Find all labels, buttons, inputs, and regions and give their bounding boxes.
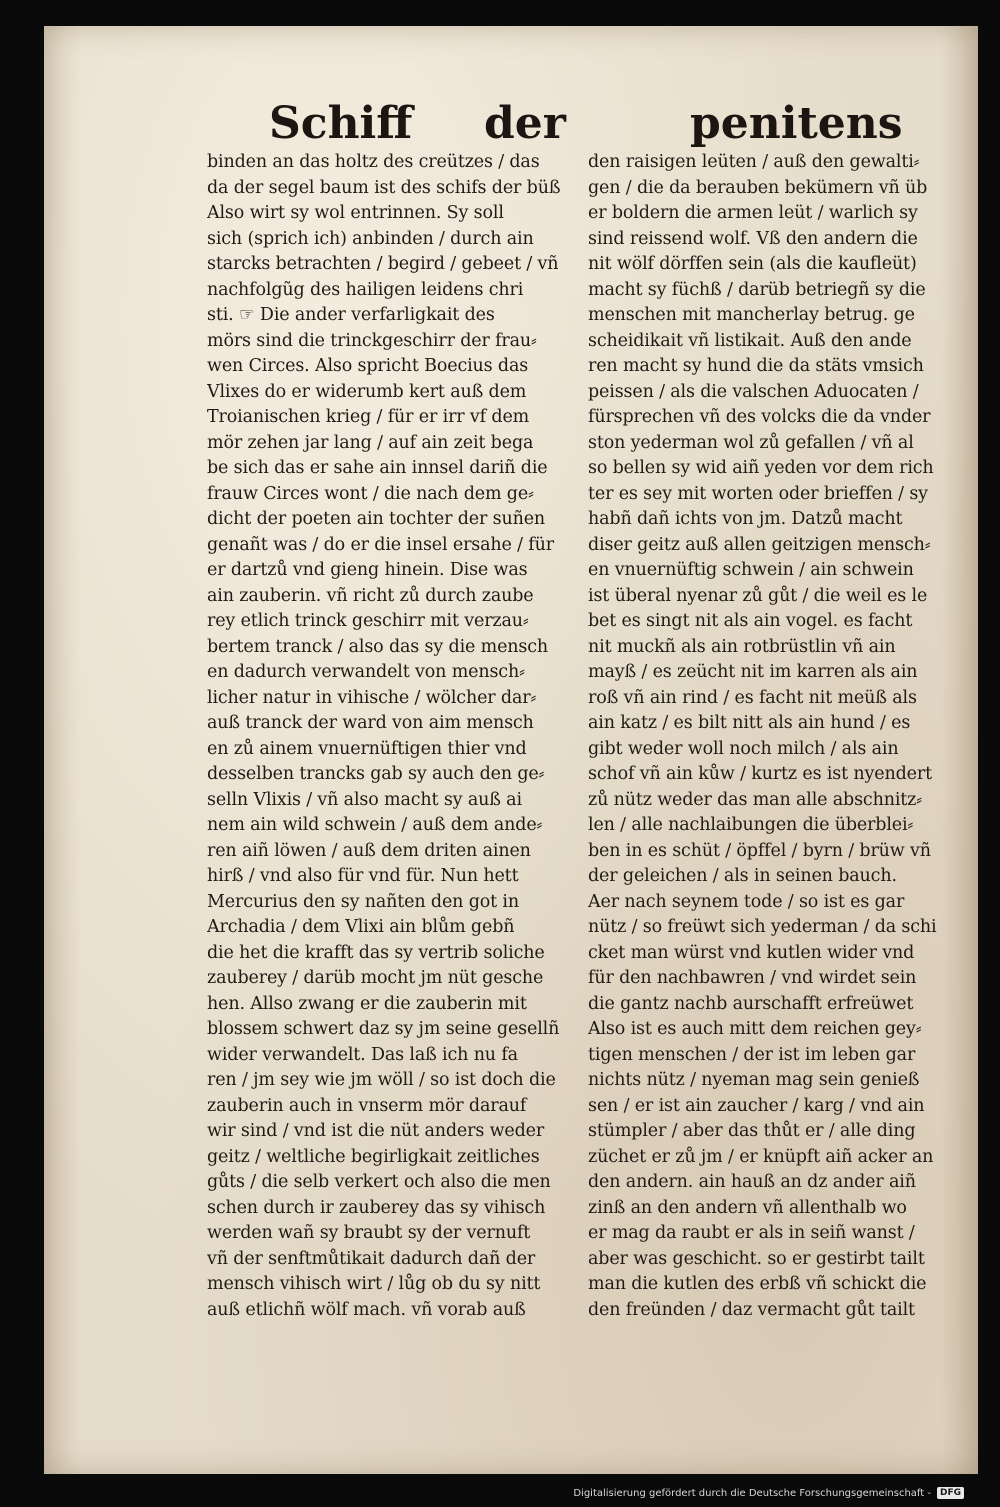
left-column-line: nem ain wild schwein / auß dem ande⸗ (207, 815, 543, 835)
right-column-line: diser geitz auß allen geitzigen mensch⸗ (588, 534, 931, 555)
left-text-column (207, 150, 577, 1323)
right-column-line: en vnuernüftig schwein / ain schwein (588, 560, 914, 580)
left-column-line: nachfolgũg des hailigen leidens chri (207, 279, 524, 300)
right-column-line: cket man würst vnd kutlen wider vnd (588, 942, 915, 963)
right-column-line: sind reissend wolf. Vß den andern die (588, 228, 918, 249)
left-column-line: hen. Allso zwang er die zauberin mit (207, 993, 527, 1014)
right-column-line: nit muckñ als ain rotbrüstlin vñ ain (588, 636, 896, 657)
right-column-line: menschen mit mancherlay betrug. ge (588, 305, 915, 325)
right-column-line: roß vñ ain rind / es facht nit meüß als (588, 687, 917, 708)
right-column-line: für den nachbawren / vnd wirdet sein (588, 968, 917, 988)
right-column-line: den andern. ain hauß an dz ander aiñ (588, 1172, 916, 1192)
right-column-line: sen / er ist ain zaucher / karg / vnd ain (588, 1095, 925, 1116)
right-column-line: Also ist es auch mitt dem reichen gey⸗ (588, 1019, 922, 1039)
left-column-line: Also wirt sy wol entrinnen. Sy soll (207, 203, 504, 223)
running-head-word-1: Schiff (269, 98, 413, 149)
left-column-line: wider verwandelt. Das laß ich nu fa (207, 1044, 518, 1065)
right-column-line: man die kutlen des erbß vñ schickt die (588, 1274, 927, 1294)
right-column-line: die gantz nachb aurschafft erfreüwet (588, 993, 914, 1014)
right-column-line: er mag da raubt er als in seiñ wanst / (588, 1223, 915, 1243)
right-column-line: aber was geschicht. so er gestirbt tailt (588, 1248, 925, 1269)
left-column-line: Troianischen krieg / für er irr vf dem (207, 407, 530, 427)
left-column-line: gůts / die selb verkert och also die men (207, 1172, 551, 1192)
left-column-line: rey etlich trinck geschirr mit verzau⸗ (207, 611, 529, 631)
left-column-line: binden an das holtz des creützes / das (207, 152, 540, 172)
left-column-line: hirß / vnd also für vnd für. Nun hett (207, 866, 519, 886)
right-column-line: nit wölf dörffen sein (als die kaufleüt) (588, 254, 917, 274)
right-column-line: schof vñ ain kůw / kurtz es ist nyendert (588, 764, 932, 784)
right-column-line: so bellen sy wid aiñ yeden vor dem rich (588, 458, 934, 478)
right-column-line: er boldern die armen leüt / warlich sy (588, 203, 918, 223)
left-column-line: die het die krafft das sy vertrib soliche (207, 942, 545, 963)
dfg-logo: DFG (937, 1487, 964, 1499)
right-column-line: habñ dañ ichts von jm. Datzů macht (588, 509, 903, 529)
right-column-line: fürsprechen vñ des volcks die da vnder (588, 407, 931, 427)
right-column-line: ren macht sy hund die da stäts vmsich (588, 356, 924, 376)
digitization-credit (573, 1487, 964, 1499)
right-column-line: den freünden / daz vermacht gůt tailt (588, 1299, 915, 1320)
left-column-line: zauberey / darüb mocht jm nüt gesche (207, 968, 544, 988)
left-column-line: er dartzů vnd gieng hinein. Dise was (207, 560, 528, 580)
left-column-line: bertem tranck / also das sy die mensch (207, 636, 549, 657)
right-column-line: ston yederman wol zů gefallen / vñ al (588, 432, 914, 453)
left-column-line: wir sind / vnd ist die nüt anders weder (207, 1121, 545, 1141)
left-column-line: mensch vihisch wirt / lůg ob du sy nitt (207, 1274, 541, 1294)
right-column-line: scheidikait vñ listikait. Auß den ande (588, 330, 912, 351)
right-column-line: bet es singt nit als ain vogel. es facht (588, 611, 913, 631)
left-column-line: werden wañ sy braubt sy der vernuft (207, 1223, 531, 1243)
left-column-line: mörs sind die trinckgeschirr der frau⸗ (207, 330, 537, 351)
left-column-line: geitz / weltliche begirligkait zeitliches (207, 1146, 540, 1167)
right-column-line: ter es sey mit worten oder brieffen / sy (588, 483, 928, 504)
right-column-line: ain katz / es bilt nitt als ain hund / es (588, 713, 911, 733)
credit-text: Digitalisierung gefördert durch die Deutsche Forschungsgemeinschaft - (573, 1487, 931, 1499)
left-column-line: sich (sprich ich) anbinden / durch ain (207, 228, 534, 249)
left-column-line: dicht der poeten ain tochter der suñen (207, 509, 546, 529)
right-column-line: stümpler / aber das thůt er / alle ding (588, 1121, 916, 1141)
right-column-line: zů nütz weder das man alle abschnitz⸗ (588, 789, 922, 810)
left-column-line: ren aiñ löwen / auß dem driten ainen (207, 840, 531, 861)
left-column-line: auß etlichñ wölf mach. vñ vorab auß (207, 1299, 526, 1320)
right-column-line: macht sy füchß / darüb betriegñ sy die (588, 279, 926, 300)
left-column-line: blossem schwert daz sy jm seine gesellñ (207, 1019, 560, 1039)
left-column-line: ren / jm sey wie jm wöll / so ist doch die (207, 1070, 556, 1090)
left-column-line: ain zauberin. vñ richt zů durch zaube (207, 585, 534, 606)
right-column-line: Aer nach seynem tode / so ist es gar (588, 891, 905, 912)
left-column-line: da der segel baum ist des schifs der büß (207, 177, 561, 198)
left-column-line: en zů ainem vnuernüftigen thier vnd (207, 738, 527, 759)
right-column-line: tigen menschen / der ist im leben gar (588, 1044, 916, 1065)
left-column-line: frauw Circes wont / die nach dem ge⸗ (207, 483, 534, 504)
left-column-line: licher natur in vihische / wölcher dar⸗ (207, 687, 537, 708)
right-column-line: nichts nütz / nyeman mag sein genieß (588, 1070, 920, 1090)
left-column-line: wen Circes. Also spricht Boecius das (207, 356, 529, 376)
right-column-line: den raisigen leüten / auß den gewalti⸗ (588, 152, 920, 172)
right-column-line: len / alle nachlaibungen die überblei⸗ (588, 815, 914, 835)
right-text-column (588, 150, 958, 1323)
left-column-line: selln Vlixis / vñ also macht sy auß ai (207, 789, 522, 810)
running-head-word-2: der (484, 98, 566, 149)
left-column-line: Vlixes do er widerumb kert auß dem (207, 381, 527, 402)
right-column-line: nütz / so freüwt sich yederman / da schi (588, 917, 937, 937)
left-column-line: sti. ☞ Die ander verfarligkait des (207, 305, 495, 325)
left-column-line: Mercurius den sy nañten den got in (207, 891, 520, 912)
left-column-line: genañt was / do er die insel ersahe / für (207, 534, 554, 555)
running-head-word-3: penitens (690, 98, 903, 149)
left-column-line: Archadia / dem Vlixi ain blům gebñ (207, 917, 515, 937)
right-column-line: peissen / als die valschen Aduocaten / (588, 381, 919, 402)
left-column-line: starcks betrachten / begird / gebeet / vñ (207, 254, 559, 274)
right-column-line: züchet er zů jm / er knüpft aiñ acker an (588, 1146, 934, 1167)
left-column-line: auß tranck der ward von aim mensch (207, 713, 534, 733)
left-column-line: mör zehen jar lang / auf ain zeit bega (207, 432, 534, 453)
left-column-line: schen durch ir zauberey das sy vihisch (207, 1197, 546, 1218)
left-column-line: zauberin auch in vnserm mör darauf (207, 1095, 527, 1116)
right-column-line: gibt weder woll noch milch / als ain (588, 738, 899, 759)
left-column-line: en dadurch verwandelt von mensch⸗ (207, 662, 525, 682)
right-column-line: mayß / es zeücht nit im karren als ain (588, 662, 918, 682)
right-column-line: ist überal nyenar zů gůt / die weil es le (588, 585, 928, 606)
left-column-line: vñ der senftmůtikait dadurch dañ der (207, 1248, 536, 1269)
right-column-line: der geleichen / als in seinen bauch. (588, 866, 897, 886)
right-column-line: gen / die da berauben bekümern vñ üb (588, 177, 928, 198)
right-column-line: zinß an den andern vñ allenthalb wo (588, 1197, 907, 1218)
right-column-line: ben in es schüt / öpffel / byrn / brüw vñ (588, 840, 931, 861)
left-column-line: desselben trancks gab sy auch den ge⸗ (207, 764, 545, 784)
left-column-line: be sich das er sahe ain innsel dariñ die (207, 458, 548, 478)
